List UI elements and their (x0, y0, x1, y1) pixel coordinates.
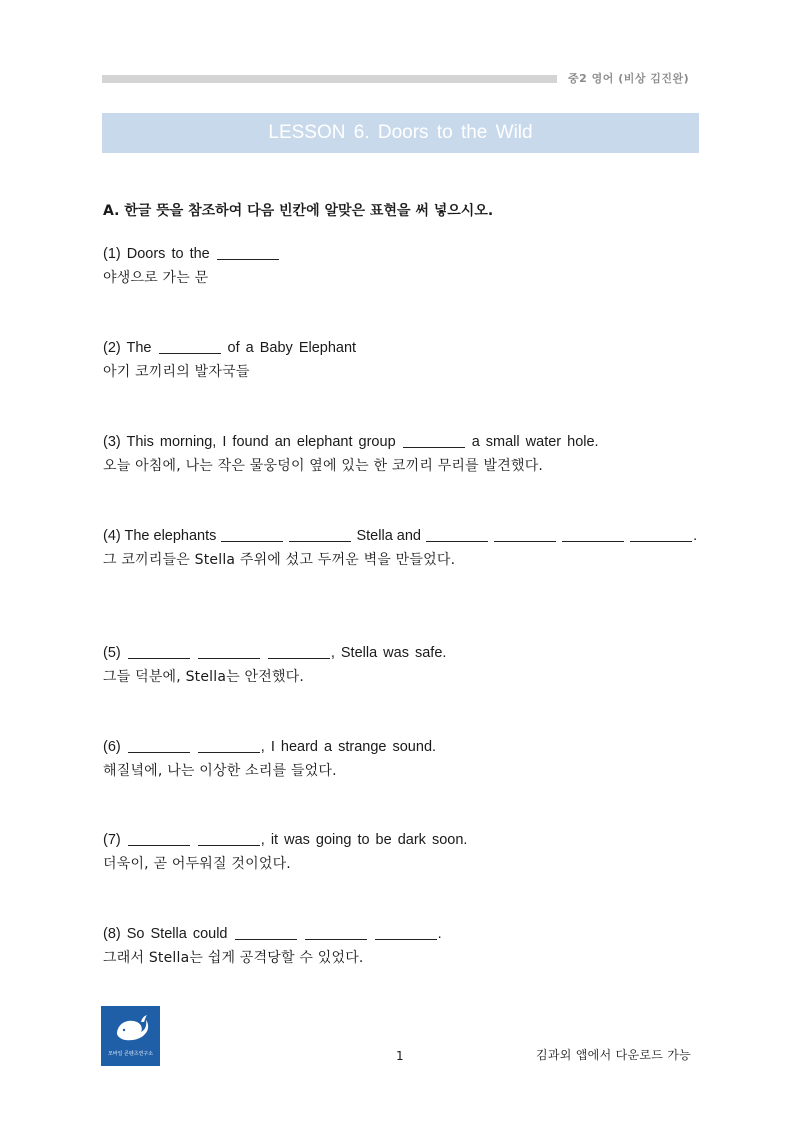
question-korean: 더욱이, 곧 어두워질 것이었다. (103, 856, 291, 872)
lesson-title: LESSON 6. Doors to the Wild (268, 122, 533, 143)
question-2 (103, 336, 699, 384)
question-english: (7) , it was going to be dark soon. (103, 832, 468, 848)
answer-blank[interactable] (159, 339, 221, 354)
question-korean: 야생으로 가는 문 (103, 270, 209, 286)
answer-blank[interactable] (198, 831, 260, 846)
question-5 (103, 641, 699, 689)
answer-blank[interactable] (128, 644, 190, 659)
header-course-label: 중2 영어 (비상 김진완) (568, 72, 690, 85)
answer-blank[interactable] (268, 644, 330, 659)
question-english: (4) The elephants Stella and . (103, 528, 698, 544)
answer-blank[interactable] (305, 925, 367, 940)
answer-blank[interactable] (562, 527, 624, 542)
answer-blank[interactable] (426, 527, 488, 542)
answer-blank[interactable] (198, 738, 260, 753)
question-english: (3) This morning, I found an elephant group a small water hole. (103, 434, 599, 450)
question-english: (8) So Stella could . (103, 926, 442, 942)
question-korean: 해질녘에, 나는 이상한 소리를 들었다. (103, 763, 337, 779)
question-korean: 그들 덕분에, Stella는 안전했다. (103, 669, 305, 685)
logo-label: 모바일 콘텐츠연구소 (107, 1051, 154, 1057)
question-english: (6) , I heard a strange sound. (103, 739, 437, 755)
question-6 (103, 735, 699, 783)
answer-blank[interactable] (289, 527, 351, 542)
question-korean: 그 코끼리들은 Stella 주위에 섰고 두꺼운 벽을 만들었다. (103, 552, 456, 568)
footer-download-note: 김과외 앱에서 다운로드 가능 (536, 1048, 692, 1062)
question-7 (103, 828, 699, 876)
question-english: (1) Doors to the (103, 242, 699, 266)
header-rule (102, 75, 557, 83)
answer-blank[interactable] (221, 527, 283, 542)
page-number: 1 (396, 1049, 404, 1063)
question-korean: 그래서 Stella는 쉽게 공격당할 수 있었다. (103, 950, 364, 966)
question-4 (103, 524, 699, 572)
publisher-logo (101, 1006, 160, 1066)
question-english: (2) The of a Baby Elephant (103, 340, 357, 356)
answer-blank[interactable] (128, 831, 190, 846)
lesson-title-banner (102, 113, 699, 153)
section-a-instruction: A. 한글 뜻을 참조하여 다음 빈칸에 알맞은 표현을 써 넣으시오. (103, 203, 494, 219)
answer-blank[interactable] (375, 925, 437, 940)
answer-blank[interactable] (403, 433, 465, 448)
question-1 (103, 242, 699, 290)
answer-blank[interactable] (630, 527, 692, 542)
question-korean: 오늘 아침에, 나는 작은 물웅덩이 옆에 있는 한 코끼리 무리를 발견했다. (103, 458, 544, 474)
answer-blank[interactable] (198, 644, 260, 659)
question-korean: 아기 코끼리의 발자국들 (103, 364, 250, 380)
answer-blank[interactable] (128, 738, 190, 753)
question-english: (5) , Stella was safe. (103, 645, 447, 661)
question-8 (103, 922, 699, 970)
whale-icon (111, 1012, 151, 1048)
question-3 (103, 430, 699, 478)
answer-blank[interactable] (494, 527, 556, 542)
answer-blank[interactable] (235, 925, 297, 940)
answer-blank[interactable] (217, 245, 279, 260)
